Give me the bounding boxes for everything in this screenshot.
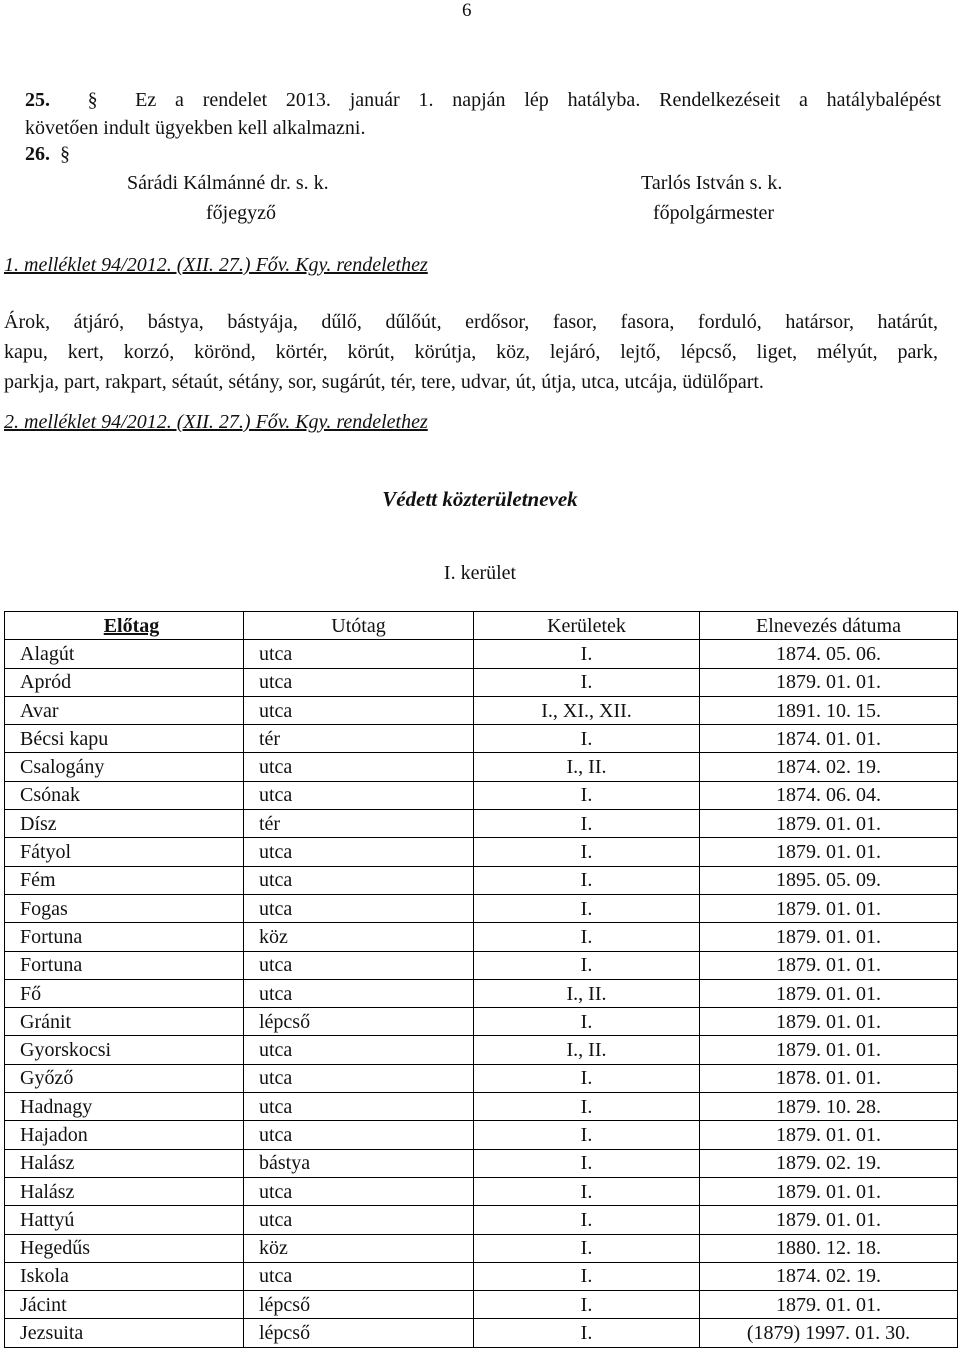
cell-date: 1879. 01. 01. (700, 838, 958, 866)
cell-districts: I., II. (474, 1036, 700, 1064)
table-row (5, 1093, 958, 1121)
cell-suffix: lépcső (244, 1319, 474, 1347)
cell-prefix: Jezsuita (5, 1319, 244, 1347)
signer-right-title: főpolgármester (653, 202, 775, 224)
cell-date: 1891. 10. 15. (700, 696, 958, 724)
table-row (5, 923, 958, 951)
table-row (5, 1036, 958, 1064)
annex-1-heading: 1. melléklet 94/2012. (XII. 27.) Főv. Kgy. rendelethez (4, 254, 428, 276)
cell-districts: I. (474, 1234, 700, 1262)
article-25-line-1 (25, 86, 941, 114)
cell-suffix: lépcső (244, 1008, 474, 1036)
table-row (5, 979, 958, 1007)
protected-names-table (4, 611, 958, 1348)
cell-suffix: utca (244, 696, 474, 724)
signer-left-title: főjegyző (206, 202, 276, 224)
cell-districts: I. (474, 1262, 700, 1290)
table-row (5, 696, 958, 724)
table-row (5, 1064, 958, 1092)
table-row (5, 866, 958, 894)
cell-districts: I. (474, 951, 700, 979)
cell-prefix: Fém (5, 866, 244, 894)
cell-date: 1874. 05. 06. (700, 640, 958, 668)
cell-suffix: utca (244, 866, 474, 894)
article-26-number: 26. (25, 143, 50, 165)
cell-suffix: köz (244, 923, 474, 951)
article-26 (25, 143, 70, 166)
section-title: Védett közterületnevek (382, 487, 578, 511)
cell-prefix: Gyorskocsi (5, 1036, 244, 1064)
cell-prefix: Iskola (5, 1262, 244, 1290)
district-heading: I. kerület (443, 562, 517, 584)
cell-date: 1879. 01. 01. (700, 668, 958, 696)
cell-districts: I. (474, 1319, 700, 1347)
cell-suffix: utca (244, 951, 474, 979)
cell-suffix: utca (244, 668, 474, 696)
page-number: 6 (462, 0, 472, 21)
cell-suffix: utca (244, 1093, 474, 1121)
cell-date: 1879. 01. 01. (700, 923, 958, 951)
table-header-row (5, 612, 958, 640)
cell-suffix: lépcső (244, 1291, 474, 1319)
cell-date: 1879. 01. 01. (700, 894, 958, 922)
cell-districts: I. (474, 1149, 700, 1177)
cell-date: 1874. 02. 19. (700, 753, 958, 781)
cell-prefix: Hadnagy (5, 1093, 244, 1121)
cell-date: 1879. 01. 01. (700, 1291, 958, 1319)
cell-prefix: Halász (5, 1149, 244, 1177)
cell-districts: I. (474, 668, 700, 696)
table-row (5, 1319, 958, 1347)
table-row (5, 1121, 958, 1149)
cell-date: 1879. 01. 01. (700, 1121, 958, 1149)
cell-prefix: Fortuna (5, 951, 244, 979)
suffix-line-3: parkja, part, rakpart, sétaút, sétány, sor, sugárút, tér, tere, udvar, út, útja, utca, utcája, üdülőpart. (4, 371, 764, 393)
cell-date: 1895. 05. 09. (700, 866, 958, 894)
cell-date: 1879. 01. 01. (700, 1206, 958, 1234)
cell-districts: I., II. (474, 979, 700, 1007)
column-header-prefix: Előtag (5, 612, 244, 640)
cell-prefix: Fő (5, 979, 244, 1007)
cell-districts: I., XI., XII. (474, 696, 700, 724)
cell-date: 1879. 10. 28. (700, 1093, 958, 1121)
cell-districts: I. (474, 1121, 700, 1149)
table-row (5, 1234, 958, 1262)
cell-districts: I. (474, 866, 700, 894)
cell-date: 1880. 12. 18. (700, 1234, 958, 1262)
table-row (5, 1262, 958, 1290)
cell-prefix: Fortuna (5, 923, 244, 951)
cell-prefix: Hattyú (5, 1206, 244, 1234)
table-row (5, 1206, 958, 1234)
cell-suffix: utca (244, 1036, 474, 1064)
table-row (5, 668, 958, 696)
cell-districts: I. (474, 810, 700, 838)
column-header-suffix: Utótag (244, 612, 474, 640)
cell-districts: I. (474, 1064, 700, 1092)
suffix-line-1: Árok, átjáró, bástya, bástyája, dűlő, dűlőút, erdősor, fasor, fasora, forduló, határsor, határút, (4, 311, 938, 333)
table-row (5, 894, 958, 922)
table-row (5, 640, 958, 668)
cell-suffix: utca (244, 979, 474, 1007)
cell-date: 1878. 01. 01. (700, 1064, 958, 1092)
cell-suffix: köz (244, 1234, 474, 1262)
column-header-date: Elnevezés dátuma (700, 612, 958, 640)
article-25-text-2: követően indult ügyekben kell alkalmazni. (25, 117, 366, 139)
section-sign-icon: § (55, 143, 70, 165)
cell-prefix: Hegedűs (5, 1234, 244, 1262)
cell-suffix: utca (244, 781, 474, 809)
cell-prefix: Alagút (5, 640, 244, 668)
suffix-line-2: kapu, kert, korzó, körönd, körtér, körút, körútja, köz, lejáró, lejtő, lépcső, liget, mélyút, park, (4, 341, 938, 363)
cell-districts: I. (474, 923, 700, 951)
cell-prefix: Jácint (5, 1291, 244, 1319)
cell-districts: I. (474, 894, 700, 922)
cell-districts: I. (474, 1093, 700, 1121)
table-row (5, 838, 958, 866)
cell-prefix: Csalogány (5, 753, 244, 781)
cell-suffix: utca (244, 894, 474, 922)
table-row (5, 1291, 958, 1319)
cell-districts: I., II. (474, 753, 700, 781)
cell-date: 1874. 01. 01. (700, 725, 958, 753)
article-25-text-1: Ez a rendelet 2013. január 1. napján lép hatályba. Rendelkezéseit a hatálybalépést (135, 89, 942, 111)
cell-suffix: utca (244, 838, 474, 866)
cell-date: 1879. 01. 01. (700, 1036, 958, 1064)
cell-date: 1879. 01. 01. (700, 810, 958, 838)
cell-districts: I. (474, 725, 700, 753)
cell-districts: I. (474, 1177, 700, 1205)
cell-suffix: bástya (244, 1149, 474, 1177)
cell-prefix: Bécsi kapu (5, 725, 244, 753)
article-25 (25, 86, 941, 142)
cell-suffix: utca (244, 640, 474, 668)
signer-right-name: Tarlós István s. k. (641, 172, 783, 194)
cell-suffix: utca (244, 1262, 474, 1290)
cell-suffix: utca (244, 753, 474, 781)
table-row (5, 1177, 958, 1205)
table-row (5, 725, 958, 753)
cell-districts: I. (474, 1206, 700, 1234)
article-25-number: 25. (25, 89, 50, 111)
cell-date: 1874. 02. 19. (700, 1262, 958, 1290)
section-sign-icon: § (68, 89, 117, 111)
cell-prefix: Apród (5, 668, 244, 696)
cell-prefix: Csónak (5, 781, 244, 809)
cell-date: 1874. 06. 04. (700, 781, 958, 809)
cell-date: 1879. 01. 01. (700, 1008, 958, 1036)
table-row (5, 781, 958, 809)
cell-districts: I. (474, 1008, 700, 1036)
table-row (5, 1149, 958, 1177)
cell-suffix: utca (244, 1206, 474, 1234)
cell-districts: I. (474, 781, 700, 809)
cell-suffix: utca (244, 1121, 474, 1149)
cell-suffix: utca (244, 1177, 474, 1205)
signer-left-name: Sárádi Kálmánné dr. s. k. (127, 172, 329, 194)
cell-prefix: Hajadon (5, 1121, 244, 1149)
cell-prefix: Gránit (5, 1008, 244, 1036)
cell-date: 1879. 01. 01. (700, 951, 958, 979)
table-row (5, 951, 958, 979)
cell-date: 1879. 02. 19. (700, 1149, 958, 1177)
cell-prefix: Fogas (5, 894, 244, 922)
cell-prefix: Halász (5, 1177, 244, 1205)
cell-prefix: Avar (5, 696, 244, 724)
cell-date: 1879. 01. 01. (700, 1177, 958, 1205)
cell-districts: I. (474, 640, 700, 668)
cell-prefix: Győző (5, 1064, 244, 1092)
cell-prefix: Fátyol (5, 838, 244, 866)
cell-suffix: tér (244, 810, 474, 838)
cell-date: (1879) 1997. 01. 30. (700, 1319, 958, 1347)
annex-2-heading: 2. melléklet 94/2012. (XII. 27.) Főv. Kgy. rendelethez (4, 411, 428, 433)
column-header-districts: Kerületek (474, 612, 700, 640)
cell-prefix: Dísz (5, 810, 244, 838)
cell-date: 1879. 01. 01. (700, 979, 958, 1007)
cell-suffix: tér (244, 725, 474, 753)
annex-1-suffix-list (4, 307, 938, 397)
table-row (5, 810, 958, 838)
cell-districts: I. (474, 838, 700, 866)
table-row (5, 1008, 958, 1036)
cell-districts: I. (474, 1291, 700, 1319)
table-row (5, 753, 958, 781)
cell-suffix: utca (244, 1064, 474, 1092)
